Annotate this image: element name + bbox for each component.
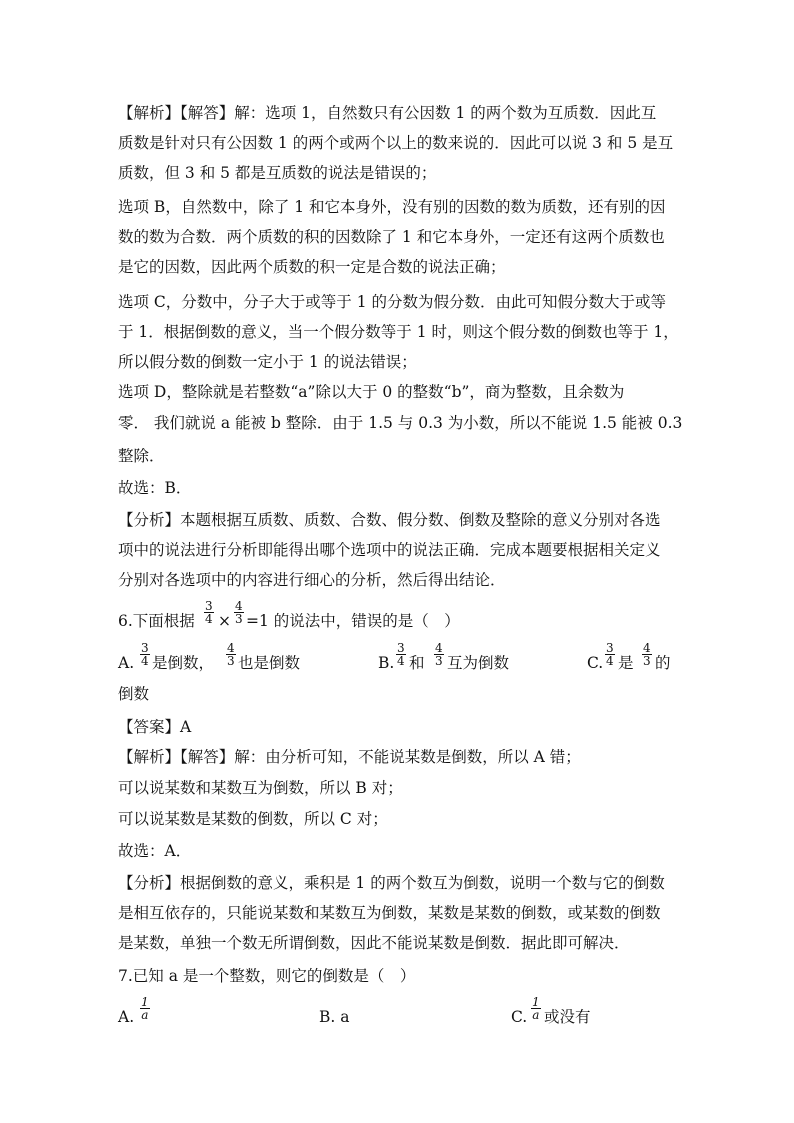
numerator: 3 [397, 641, 405, 655]
numerator: 4 [235, 599, 243, 613]
denominator: 3 [235, 612, 243, 626]
question-7-stem: 7.已知 a 是一个整数，则它的倒数是（ ） [118, 967, 416, 985]
text-line: 分别对各选项中的内容进行细心的分析，然后得出结论． [118, 571, 506, 589]
denominator: 4 [606, 654, 614, 668]
denominator: 4 [397, 654, 405, 668]
numerator: 4 [227, 641, 235, 655]
fraction [140, 642, 150, 667]
option-a-label: A. [118, 1008, 135, 1026]
denominator: a [532, 1008, 540, 1022]
text-line: 零． 我们就说 a 能被 b 整除．由于 1.5 与 0.3 为小数，所以不能说 1.5 能被 0.3 [118, 414, 683, 432]
text-line: 整除． [118, 447, 165, 465]
text-line: 【分析】本题根据互质数、质数、合数、假分数、倒数及整除的意义分别对各选 [118, 511, 661, 529]
denominator: 4 [141, 654, 149, 668]
fraction [642, 642, 652, 667]
text-line: 质数是针对只有公因数 1 的两个或两个以上的数来说的．因此可以说 3 和 5 是互 [118, 134, 674, 152]
option-b-text: 和 [409, 654, 425, 672]
text-line: 是相互依存的，只能说某数和某数互为倒数，某数是某数的倒数，或某数的倒数 [118, 904, 661, 922]
answer-line: 【答案】A [118, 718, 192, 736]
numerator: 3 [205, 599, 213, 613]
option-a-text: 是倒数， [152, 654, 215, 672]
option-c-text: 倒数 [118, 685, 150, 703]
text-line: 【解析】【解答】解：由分析可知，不能说某数是倒数，所以 A 错； [118, 748, 581, 766]
numerator: 1 [532, 995, 540, 1009]
option-c-label: C. [511, 1008, 528, 1026]
numerator: 3 [141, 641, 149, 655]
fraction [396, 642, 406, 667]
option-a-text: 也是倒数 [238, 654, 301, 672]
denominator: 4 [205, 612, 213, 626]
denominator: 3 [643, 654, 651, 668]
denominator: 3 [227, 654, 235, 668]
option-c-label: C. [587, 654, 604, 672]
text-line: 可以说某数是某数的倒数，所以 C 对； [118, 810, 388, 828]
option-b-label: B. [378, 654, 395, 672]
option-c-text: 是 [618, 654, 634, 672]
numerator: 4 [643, 641, 651, 655]
text-line: 【分析】根据倒数的意义，乘积是 1 的两个数互为倒数，说明一个数与它的倒数 [118, 874, 665, 892]
fraction [605, 642, 615, 667]
choice-line: 故选：A． [118, 842, 192, 860]
question-6-stem-tail: =1 的说法中，错误的是（ ） [246, 612, 460, 630]
option-b-text: 互为倒数 [447, 654, 510, 672]
text-line: 【解析】【解答】解：选项 1，自然数只有公因数 1 的两个数为互质数．因此互 [118, 104, 657, 122]
numerator: 1 [141, 995, 149, 1009]
text-line: 是某数，单独一个数无所谓倒数，因此不能说某数是倒数．据此即可解决． [118, 934, 630, 952]
choice-line: 故选：B． [118, 479, 192, 497]
option-a-label: A. [118, 654, 135, 672]
option-c-text: 或没有 [544, 1008, 591, 1026]
text-line: 选项 B，自然数中，除了 1 和它本身外，没有别的因数的数为质数，还有别的因 [118, 198, 666, 216]
numerator: 3 [606, 641, 614, 655]
text-line: 所以假分数的倒数一定小于 1 的说法错误； [118, 353, 417, 371]
text-line: 项中的说法进行分析即能得出哪个选项中的说法正确．完成本题要根据相关定义 [118, 541, 661, 559]
fraction [434, 642, 444, 667]
text-line: 数的数为合数．两个质数的积的因数除了 1 和它本身外，一定还有这两个质数也 [118, 228, 665, 246]
fraction [140, 996, 150, 1021]
fraction [226, 642, 236, 667]
denominator: a [141, 1008, 149, 1022]
fraction [531, 996, 541, 1021]
option-b-text: B. a [319, 1008, 350, 1026]
text-line: 于 1．根据倒数的意义，当一个假分数等于 1 时，则这个假分数的倒数也等于 1， [118, 323, 679, 341]
fraction [204, 600, 214, 625]
question-6-stem: 6.下面根据 [118, 612, 195, 630]
numerator: 4 [435, 641, 443, 655]
fraction [234, 600, 244, 625]
text-line: 选项 D，整除就是若整数“a”除以大于 0 的整数“b”，商为整数，且余数为 [118, 383, 625, 401]
option-c-text: 的 [655, 654, 671, 672]
text-line: 质数，但 3 和 5 都是互质数的说法是错误的； [118, 164, 437, 182]
text-line: 可以说某数和某数互为倒数，所以 B 对； [118, 779, 403, 797]
text-line: 选项 C，分数中，分子大于或等于 1 的分数为假分数．由此可知假分数大于或等 [118, 293, 667, 311]
text-line: 是它的因数，因此两个质数的积一定是合数的说法正确； [118, 258, 506, 276]
denominator: 3 [435, 654, 443, 668]
times-sign: × [218, 612, 231, 630]
